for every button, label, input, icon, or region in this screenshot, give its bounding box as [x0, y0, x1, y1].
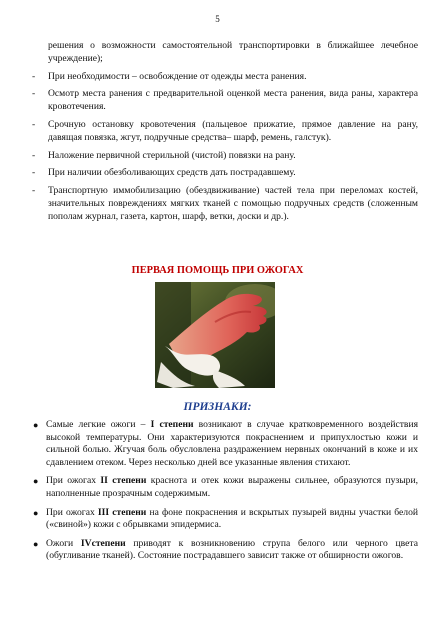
bullet-icon: ●: [33, 538, 39, 549]
bullet-text-post: на фоне покраснения и вскрытых пузырей видны участки белой («свиной») кожи с обрывками эпидермиса.: [46, 506, 419, 531]
list-item: [32, 71, 418, 84]
list-item-text: При наличии обезболивающих средств дать пострадавшему.: [48, 167, 296, 179]
section-title: ПЕРВАЯ ПОМОЩЬ ПРИ ОЖОГАХ: [131, 265, 304, 276]
list-dash: -: [32, 70, 36, 82]
list-item-text: Наложение первичной стерильной (чистой) повязки на рану.: [48, 149, 296, 161]
list-item-text: решения о возможности самостоятельной транспортировки в ближайшее лечебное учреждение);: [48, 40, 418, 64]
list-item-text: Транспортную иммобилизацию (обездвиживание) частей тела при переломах костей, значительных повреждениях мягких тканей с помощью подручных средств (сложенным пополам журнал, газета, картон, шарф, ветки, доски и др.).: [48, 185, 418, 222]
list-item: [32, 538, 418, 563]
bullet-text-post: приводят к возникновению струпа белого или черного цвета (обугливание тканей). Состояние пострадавшего зависит также от обширности ожогов.: [46, 537, 418, 562]
bullet-text-pre: При ожогах: [46, 475, 101, 487]
bullet-text-bold: I степени: [150, 419, 194, 430]
burned-hand-illustration: [155, 282, 275, 388]
burn-degrees-list: [32, 419, 418, 569]
burned-hand-photo: [155, 282, 275, 388]
list-dash: -: [32, 149, 36, 161]
list-item: [32, 88, 418, 114]
list-item: [32, 150, 418, 163]
list-dash: -: [32, 118, 36, 130]
list-item: [32, 40, 418, 66]
bullet-text-post: возникают в случае кратковременного воздействия высокой температуры. Они характеризуются покраснением и припухлостью кожи и сильной болью. Жгучая боль обусловлена раздражением нервных окончаний в коже и их сдавлением отеком. Через несколько дней все указанные явления стихают.: [46, 419, 418, 468]
list-item-text: При необходимости – освобождение от одежды места ранения.: [48, 70, 307, 82]
bullet-text-pre: При ожогах: [46, 506, 98, 518]
list-item: [32, 507, 418, 532]
list-item: [32, 119, 418, 145]
list-dash: -: [32, 185, 36, 197]
page-number: 5: [215, 14, 220, 24]
bullet-text-pre: Самые легкие ожоги –: [46, 419, 151, 430]
list-dash: -: [32, 88, 36, 100]
list-dash: -: [32, 167, 36, 179]
bullet-icon: ●: [33, 476, 39, 487]
bullet-text-bold: II степени: [100, 475, 147, 487]
bullet-text-post: краснота и отек кожи выражены сильнее, образуются пузыри, наполненные прозрачным содержимым.: [46, 475, 419, 499]
bullet-icon: ●: [33, 420, 39, 430]
bullet-text-bold: III степени: [97, 506, 147, 518]
bullet-icon: ●: [33, 507, 39, 518]
first-aid-steps-list: [32, 40, 418, 229]
list-item: [32, 475, 418, 500]
list-item: [32, 185, 418, 223]
bullet-text-bold: IVстепени: [80, 537, 126, 549]
list-item: [32, 419, 418, 469]
list-item-text: Срочную остановку кровотечения (пальцевое прижатие, прямое давление на рану, давящая повязка, жгут, подручные средства– шарф, ремень, галстук).: [48, 118, 418, 143]
list-item: [32, 167, 418, 180]
list-item-text: Осмотр места ранения с предварительной оценкой места ранения, вида раны, характера кровотечения.: [48, 88, 418, 113]
signs-title: ПРИЗНАКИ:: [183, 401, 252, 413]
bullet-text-pre: Ожоги: [46, 537, 81, 549]
